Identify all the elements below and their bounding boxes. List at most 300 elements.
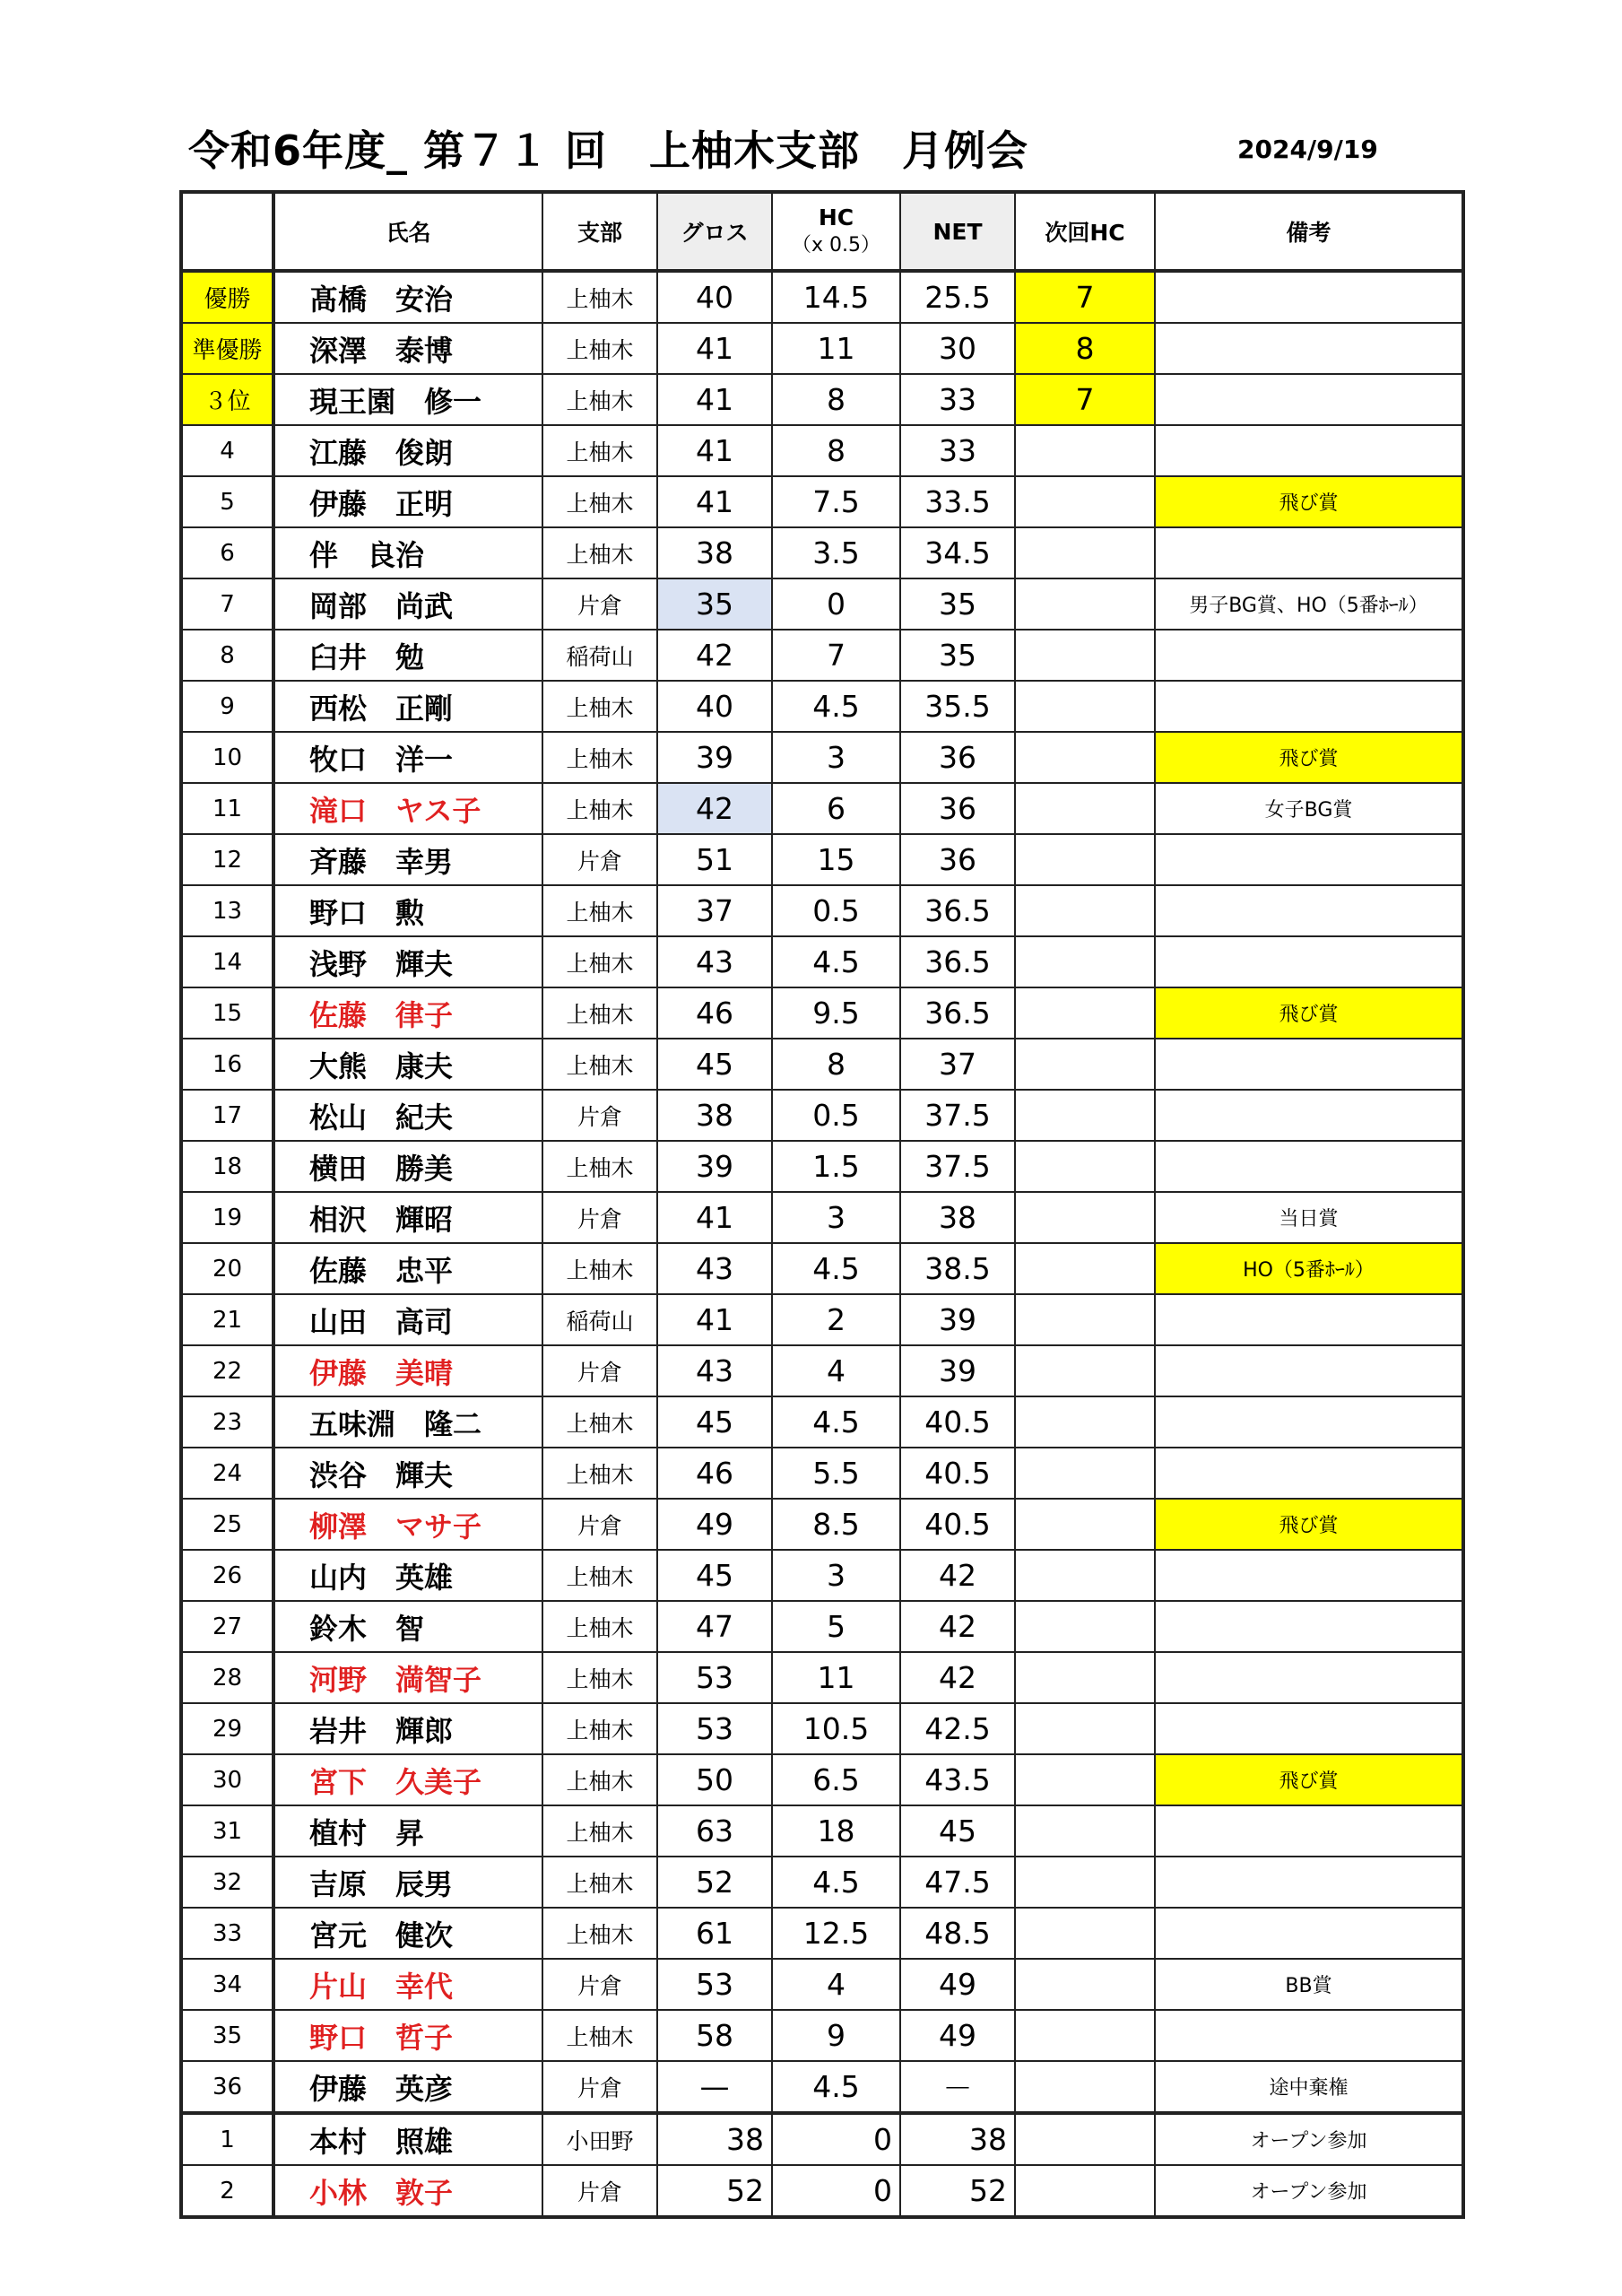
rank-cell: 34 <box>181 1959 273 2010</box>
next-hc-cell <box>1015 2061 1155 2113</box>
branch-cell: 片倉 <box>542 1959 657 2010</box>
next-hc-cell <box>1015 1345 1155 1396</box>
handicap-cell: 8 <box>772 425 900 476</box>
branch-cell: 上柚木 <box>542 885 657 936</box>
handicap-cell: 14.5 <box>772 271 900 323</box>
table-row <box>181 374 1463 425</box>
gross-score: 35 <box>657 578 772 630</box>
table-row <box>181 1396 1463 1448</box>
remarks-cell <box>1155 2010 1463 2061</box>
player-name: 臼井 勉 <box>273 630 542 681</box>
handicap-cell: 15 <box>772 834 900 885</box>
remarks-cell <box>1155 1805 1463 1857</box>
table-row <box>181 2061 1463 2113</box>
next-hc-cell <box>1015 783 1155 834</box>
rank-cell: 25 <box>181 1499 273 1550</box>
net-score: 37.5 <box>900 1090 1015 1141</box>
gross-score: 58 <box>657 2010 772 2061</box>
table-row <box>181 1805 1463 1857</box>
net-score: 38 <box>900 2113 1015 2165</box>
remarks-cell <box>1155 1141 1463 1192</box>
branch-cell: 上柚木 <box>542 936 657 987</box>
gross-score: 45 <box>657 1396 772 1448</box>
branch-cell: 上柚木 <box>542 1448 657 1499</box>
next-hc-cell <box>1015 732 1155 783</box>
gross-score: 53 <box>657 1959 772 2010</box>
handicap-cell: 7 <box>772 630 900 681</box>
branch-header: 支部 <box>542 192 657 271</box>
handicap-cell: 5.5 <box>772 1448 900 1499</box>
branch-cell: 小田野 <box>542 2113 657 2165</box>
branch-cell: 上柚木 <box>542 1141 657 1192</box>
rank-cell: 32 <box>181 1857 273 1908</box>
net-score: － <box>900 2061 1015 2113</box>
rank-cell: 8 <box>181 630 273 681</box>
gross-score: 42 <box>657 630 772 681</box>
table-row <box>181 834 1463 885</box>
player-name: 牧口 洋一 <box>273 732 542 783</box>
gross-score: 46 <box>657 1448 772 1499</box>
gross-score: 41 <box>657 476 772 527</box>
next-hc-cell <box>1015 527 1155 578</box>
next-hc-cell <box>1015 476 1155 527</box>
gross-score: 38 <box>657 527 772 578</box>
remarks-cell: HO（5番ﾎｰﾙ） <box>1155 1243 1463 1294</box>
table-row <box>181 1294 1463 1345</box>
player-name: 山田 高司 <box>273 1294 542 1345</box>
rank-cell: 18 <box>181 1141 273 1192</box>
player-name: 相沢 輝昭 <box>273 1192 542 1243</box>
rank-cell: 4 <box>181 425 273 476</box>
branch-cell: 上柚木 <box>542 1857 657 1908</box>
remarks-cell: 男子BG賞、HO（5番ﾎｰﾙ） <box>1155 578 1463 630</box>
remarks-cell: 女子BG賞 <box>1155 783 1463 834</box>
net-score: 36.5 <box>900 987 1015 1039</box>
handicap-cell: 3.5 <box>772 527 900 578</box>
rank-cell: 優勝 <box>181 271 273 323</box>
branch-cell: 上柚木 <box>542 1601 657 1652</box>
next-hc-cell <box>1015 936 1155 987</box>
next-hc-cell <box>1015 1396 1155 1448</box>
results-table <box>179 190 1465 2219</box>
gross-score: 37 <box>657 885 772 936</box>
handicap-cell: 4.5 <box>772 681 900 732</box>
handicap-cell: 4 <box>772 1345 900 1396</box>
rank-cell: 15 <box>181 987 273 1039</box>
net-score: 37.5 <box>900 1141 1015 1192</box>
remarks-cell <box>1155 374 1463 425</box>
handicap-cell: 8 <box>772 374 900 425</box>
remarks-cell <box>1155 1294 1463 1345</box>
handicap-cell: 4.5 <box>772 1243 900 1294</box>
branch-cell: 上柚木 <box>542 1652 657 1703</box>
branch-cell: 片倉 <box>542 834 657 885</box>
branch-cell: 稲荷山 <box>542 630 657 681</box>
table-row <box>181 1039 1463 1090</box>
rank-cell: 1 <box>181 2113 273 2165</box>
branch-cell: 上柚木 <box>542 1396 657 1448</box>
handicap-cell: 3 <box>772 1192 900 1243</box>
branch-cell: 上柚木 <box>542 681 657 732</box>
branch-cell: 片倉 <box>542 1090 657 1141</box>
branch-cell: 上柚木 <box>542 271 657 323</box>
net-score: 49 <box>900 2010 1015 2061</box>
player-name: 佐藤 律子 <box>273 987 542 1039</box>
branch-cell: 上柚木 <box>542 527 657 578</box>
net-score: 36.5 <box>900 936 1015 987</box>
handicap-cell: 0 <box>772 2113 900 2165</box>
gross-score: 43 <box>657 1243 772 1294</box>
table-row <box>181 1959 1463 2010</box>
gross-header: グロス <box>657 192 772 271</box>
player-name: 吉原 辰男 <box>273 1857 542 1908</box>
gross-score: 39 <box>657 732 772 783</box>
handicap-cell: 4 <box>772 1959 900 2010</box>
branch-cell: 上柚木 <box>542 1550 657 1601</box>
branch-cell: 片倉 <box>542 1499 657 1550</box>
branch-cell: 片倉 <box>542 578 657 630</box>
table-row <box>181 987 1463 1039</box>
rank-cell: 26 <box>181 1550 273 1601</box>
gross-score: 43 <box>657 1345 772 1396</box>
remarks-cell <box>1155 1039 1463 1090</box>
rank-cell: 28 <box>181 1652 273 1703</box>
remarks-cell: オープン参加 <box>1155 2165 1463 2217</box>
handicap-cell: 10.5 <box>772 1703 900 1754</box>
table-row <box>181 1601 1463 1652</box>
remarks-cell: BB賞 <box>1155 1959 1463 2010</box>
rank-cell: 13 <box>181 885 273 936</box>
branch-cell: 上柚木 <box>542 425 657 476</box>
results-body <box>181 271 1463 2217</box>
remarks-cell <box>1155 834 1463 885</box>
rank-header <box>181 192 273 271</box>
rank-cell: 5 <box>181 476 273 527</box>
branch-cell: 片倉 <box>542 1345 657 1396</box>
gross-score: 52 <box>657 2165 772 2217</box>
table-row <box>181 1090 1463 1141</box>
table-row <box>181 1703 1463 1754</box>
hc-header-label: HC <box>818 204 854 231</box>
net-score: 42 <box>900 1550 1015 1601</box>
table-row <box>181 476 1463 527</box>
handicap-cell: 5 <box>772 1601 900 1652</box>
next-hc-cell <box>1015 1550 1155 1601</box>
next-hc-cell <box>1015 1243 1155 1294</box>
player-name: 西松 正剛 <box>273 681 542 732</box>
handicap-cell: 6.5 <box>772 1754 900 1805</box>
handicap-cell: 0.5 <box>772 885 900 936</box>
rank-cell: 23 <box>181 1396 273 1448</box>
remarks-cell: 飛び賞 <box>1155 1499 1463 1550</box>
remarks-cell <box>1155 1550 1463 1601</box>
table-row <box>181 1448 1463 1499</box>
net-score: 42.5 <box>900 1703 1015 1754</box>
rank-cell: 9 <box>181 681 273 732</box>
table-row <box>181 323 1463 374</box>
net-score: 36 <box>900 834 1015 885</box>
rank-cell: 24 <box>181 1448 273 1499</box>
next-hc-cell <box>1015 1652 1155 1703</box>
next-hc-cell <box>1015 2165 1155 2217</box>
rank-cell: 29 <box>181 1703 273 1754</box>
gross-score: 43 <box>657 936 772 987</box>
remarks-cell <box>1155 425 1463 476</box>
rank-cell: 12 <box>181 834 273 885</box>
net-score: 36.5 <box>900 885 1015 936</box>
player-name: 片山 幸代 <box>273 1959 542 2010</box>
table-row <box>181 1652 1463 1703</box>
rank-cell: 31 <box>181 1805 273 1857</box>
table-row <box>181 1908 1463 1959</box>
next-hc-cell <box>1015 1039 1155 1090</box>
rank-cell: 27 <box>181 1601 273 1652</box>
branch-cell: 上柚木 <box>542 987 657 1039</box>
handicap-cell: 9.5 <box>772 987 900 1039</box>
player-name: 斉藤 幸男 <box>273 834 542 885</box>
player-name: 浅野 輝夫 <box>273 936 542 987</box>
table-row <box>181 1550 1463 1601</box>
net-score: 43.5 <box>900 1754 1015 1805</box>
table-row <box>181 578 1463 630</box>
player-name: 岡部 尚武 <box>273 578 542 630</box>
net-score: 35 <box>900 630 1015 681</box>
handicap-cell: 8.5 <box>772 1499 900 1550</box>
branch-cell: 上柚木 <box>542 476 657 527</box>
remarks-cell: 途中棄権 <box>1155 2061 1463 2113</box>
remarks-cell <box>1155 1652 1463 1703</box>
net-score: 25.5 <box>900 271 1015 323</box>
branch-cell: 上柚木 <box>542 783 657 834</box>
player-name: 深澤 泰博 <box>273 323 542 374</box>
table-row <box>181 732 1463 783</box>
table-row <box>181 885 1463 936</box>
open-entry-row <box>181 2165 1463 2217</box>
table-row <box>181 1499 1463 1550</box>
rank-cell: 14 <box>181 936 273 987</box>
header-row <box>181 192 1463 271</box>
table-row <box>181 1345 1463 1396</box>
remarks-cell <box>1155 1703 1463 1754</box>
hc-header-multiplier: （x 0.5） <box>791 233 880 257</box>
rank-cell: 20 <box>181 1243 273 1294</box>
gross-score: 61 <box>657 1908 772 1959</box>
next-hc-cell <box>1015 1141 1155 1192</box>
event-date: 2024/9/19 <box>1237 135 1378 164</box>
table-row <box>181 1141 1463 1192</box>
remarks-cell <box>1155 527 1463 578</box>
rank-cell: 36 <box>181 2061 273 2113</box>
branch-cell: 上柚木 <box>542 323 657 374</box>
remarks-cell <box>1155 630 1463 681</box>
next-hc-cell <box>1015 987 1155 1039</box>
table-row <box>181 936 1463 987</box>
net-score: 42 <box>900 1601 1015 1652</box>
gross-score: 41 <box>657 1192 772 1243</box>
branch-cell: 上柚木 <box>542 732 657 783</box>
remarks-cell: オープン参加 <box>1155 2113 1463 2165</box>
gross-score: 38 <box>657 1090 772 1141</box>
table-row <box>181 783 1463 834</box>
player-name: 伊藤 英彦 <box>273 2061 542 2113</box>
table-row <box>181 630 1463 681</box>
net-score: 30 <box>900 323 1015 374</box>
net-score: 47.5 <box>900 1857 1015 1908</box>
next-hc-cell <box>1015 1448 1155 1499</box>
handicap-cell: 3 <box>772 1550 900 1601</box>
branch-cell: 上柚木 <box>542 1243 657 1294</box>
handicap-cell: 11 <box>772 323 900 374</box>
player-name: 本村 照雄 <box>273 2113 542 2165</box>
gross-score: 39 <box>657 1141 772 1192</box>
remarks-header: 備考 <box>1155 192 1463 271</box>
player-name: 伊藤 美晴 <box>273 1345 542 1396</box>
table-row <box>181 425 1463 476</box>
branch-cell: 上柚木 <box>542 2010 657 2061</box>
net-header: NET <box>900 192 1015 271</box>
next-hc-cell <box>1015 630 1155 681</box>
gross-score: 47 <box>657 1601 772 1652</box>
rank-cell: 16 <box>181 1039 273 1090</box>
net-score: 42 <box>900 1652 1015 1703</box>
branch-cell: 上柚木 <box>542 1908 657 1959</box>
remarks-cell <box>1155 1857 1463 1908</box>
player-name: 野口 哲子 <box>273 2010 542 2061</box>
gross-score: 41 <box>657 425 772 476</box>
next-hc-cell <box>1015 425 1155 476</box>
next-hc-cell <box>1015 1090 1155 1141</box>
gross-score: 45 <box>657 1039 772 1090</box>
net-score: 45 <box>900 1805 1015 1857</box>
net-score: 38 <box>900 1192 1015 1243</box>
net-score: 33 <box>900 425 1015 476</box>
open-entry-row <box>181 2113 1463 2165</box>
player-name: 宮元 健次 <box>273 1908 542 1959</box>
player-name: 滝口 ヤス子 <box>273 783 542 834</box>
branch-cell: 上柚木 <box>542 374 657 425</box>
remarks-cell: 飛び賞 <box>1155 476 1463 527</box>
gross-score: 41 <box>657 1294 772 1345</box>
next-hc-cell: 7 <box>1015 271 1155 323</box>
gross-score: 40 <box>657 681 772 732</box>
rank-cell: 21 <box>181 1294 273 1345</box>
handicap-cell: 1.5 <box>772 1141 900 1192</box>
page-title: 令和6年度_ 第７１ 回 上柚木支部 月例会 <box>188 126 1029 175</box>
gross-score: 41 <box>657 323 772 374</box>
rank-cell: 7 <box>181 578 273 630</box>
handicap-cell: 12.5 <box>772 1908 900 1959</box>
table-row <box>181 1857 1463 1908</box>
remarks-cell <box>1155 1090 1463 1141</box>
net-score: 34.5 <box>900 527 1015 578</box>
gross-score: 52 <box>657 1857 772 1908</box>
player-name: 伊藤 正明 <box>273 476 542 527</box>
rank-cell: 17 <box>181 1090 273 1141</box>
gross-score: 41 <box>657 374 772 425</box>
rank-cell: 19 <box>181 1192 273 1243</box>
next-hc-cell <box>1015 1703 1155 1754</box>
gross-score: 53 <box>657 1652 772 1703</box>
remarks-cell <box>1155 1601 1463 1652</box>
net-score: 39 <box>900 1345 1015 1396</box>
player-name: 横田 勝美 <box>273 1141 542 1192</box>
remarks-cell: 当日賞 <box>1155 1192 1463 1243</box>
rank-cell: 35 <box>181 2010 273 2061</box>
rank-cell: 6 <box>181 527 273 578</box>
net-score: 40.5 <box>900 1396 1015 1448</box>
player-name: 伴 良治 <box>273 527 542 578</box>
net-score: 52 <box>900 2165 1015 2217</box>
branch-cell: 上柚木 <box>542 1754 657 1805</box>
remarks-cell <box>1155 681 1463 732</box>
gross-score: 46 <box>657 987 772 1039</box>
remarks-cell: 飛び賞 <box>1155 987 1463 1039</box>
net-score: 35 <box>900 578 1015 630</box>
net-score: 36 <box>900 732 1015 783</box>
player-name: 山内 英雄 <box>273 1550 542 1601</box>
table-row <box>181 271 1463 323</box>
next-hc-cell <box>1015 1857 1155 1908</box>
player-name: 河野 満智子 <box>273 1652 542 1703</box>
handicap-cell: 4.5 <box>772 2061 900 2113</box>
player-name: 鈴木 智 <box>273 1601 542 1652</box>
gross-score: 45 <box>657 1550 772 1601</box>
next-hc-cell <box>1015 1805 1155 1857</box>
table-row <box>181 1243 1463 1294</box>
player-name: 髙橋 安治 <box>273 271 542 323</box>
rank-cell: 11 <box>181 783 273 834</box>
rank-cell: 33 <box>181 1908 273 1959</box>
player-name: 柳澤 マサ子 <box>273 1499 542 1550</box>
gross-score: 63 <box>657 1805 772 1857</box>
next-hc-cell <box>1015 1754 1155 1805</box>
player-name: 宮下 久美子 <box>273 1754 542 1805</box>
gross-score: — <box>657 2061 772 2113</box>
branch-cell: 片倉 <box>542 2165 657 2217</box>
net-score: 37 <box>900 1039 1015 1090</box>
table-row <box>181 681 1463 732</box>
gross-score: 42 <box>657 783 772 834</box>
net-score: 35.5 <box>900 681 1015 732</box>
net-score: 39 <box>900 1294 1015 1345</box>
handicap-cell: 4.5 <box>772 936 900 987</box>
player-name: 大熊 康夫 <box>273 1039 542 1090</box>
table-row <box>181 1192 1463 1243</box>
table-row <box>181 527 1463 578</box>
remarks-cell <box>1155 323 1463 374</box>
next-hc-cell <box>1015 1499 1155 1550</box>
net-score: 40.5 <box>900 1448 1015 1499</box>
net-score: 48.5 <box>900 1908 1015 1959</box>
table-row <box>181 1754 1463 1805</box>
handicap-cell: 9 <box>772 2010 900 2061</box>
branch-cell: 稲荷山 <box>542 1294 657 1345</box>
player-name: 佐藤 忠平 <box>273 1243 542 1294</box>
handicap-cell: 4.5 <box>772 1857 900 1908</box>
gross-score: 40 <box>657 271 772 323</box>
player-name: 現王園 修一 <box>273 374 542 425</box>
player-name: 植村 昇 <box>273 1805 542 1857</box>
gross-score: 50 <box>657 1754 772 1805</box>
next-hc-cell <box>1015 1908 1155 1959</box>
handicap-cell: 11 <box>772 1652 900 1703</box>
next-hc-cell <box>1015 834 1155 885</box>
remarks-cell <box>1155 271 1463 323</box>
player-name: 渋谷 輝夫 <box>273 1448 542 1499</box>
handicap-cell: 0 <box>772 2165 900 2217</box>
handicap-cell: 3 <box>772 732 900 783</box>
handicap-cell: 0.5 <box>772 1090 900 1141</box>
